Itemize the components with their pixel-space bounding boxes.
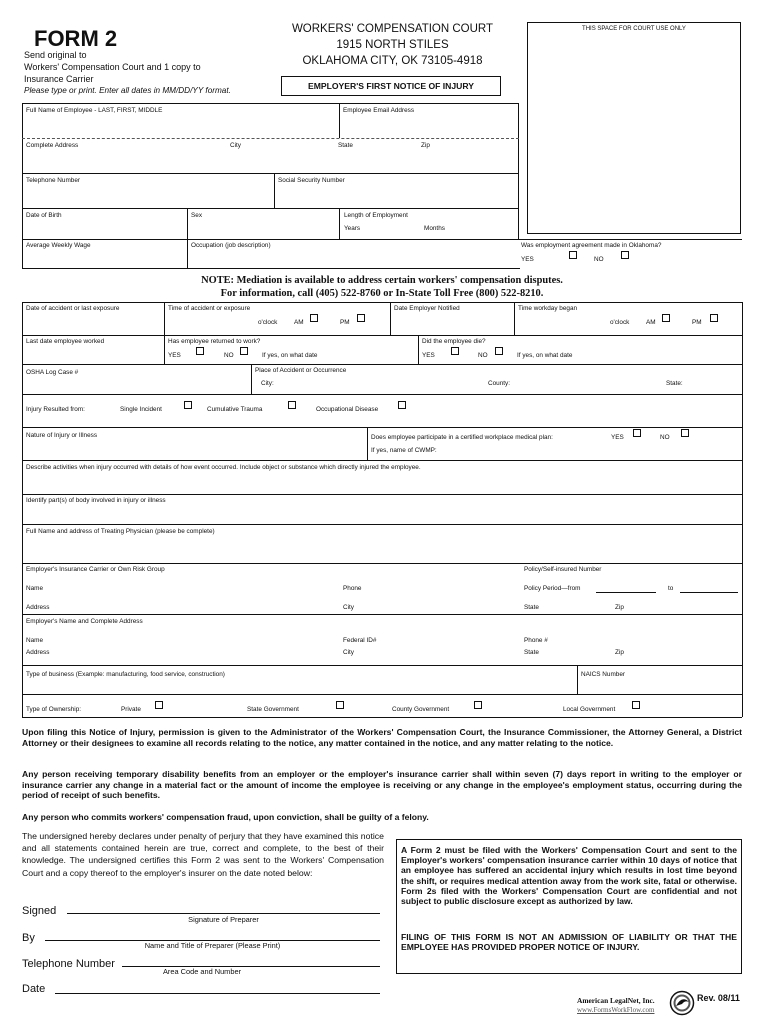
- policy-to-line[interactable]: [680, 592, 738, 593]
- employer-name-address-label: Employer's Name and Complete Address: [26, 618, 143, 625]
- address-label: Complete Address: [26, 142, 79, 149]
- employer-address-label: Address: [26, 649, 50, 656]
- cwmp-yes-label: YES: [611, 434, 624, 441]
- employee-name-field[interactable]: [23, 116, 338, 137]
- ssn-label: Social Security Number: [278, 177, 345, 184]
- occupation-label: Occupation (job description): [191, 242, 271, 249]
- years-label: Years: [344, 225, 361, 232]
- address-field[interactable]: [23, 150, 517, 172]
- describe-label: Describe activities when injury occurred with details of how event occurred. Include object or substance which directly injured the employee.: [26, 464, 421, 471]
- accident-pm-checkbox[interactable]: [357, 314, 365, 322]
- federal-id-label: Federal ID#: [343, 637, 377, 644]
- cwmp-question: Does employee participate in a certified workplace medical plan:: [371, 434, 553, 441]
- telephone-label: Telephone Number: [26, 177, 80, 184]
- returned-no-label: NO: [224, 352, 234, 359]
- not-admission: FILING OF THIS FORM IS NOT AN ADMISSION OF LIABILITY OR THAT THE EMPLOYEE HAS PROVIDED PROPER NOTICE OF INJURY.: [401, 932, 737, 953]
- instructions: Please type or print. Enter all dates in MM/DD/YY format.: [24, 86, 231, 95]
- ownership-label: Type of Ownership:: [26, 706, 82, 713]
- nature-label: Nature of Injury or Illness: [26, 432, 98, 439]
- body-parts-field[interactable]: [23, 505, 741, 523]
- form-title: FORM 2: [34, 26, 118, 51]
- rule: [22, 427, 742, 428]
- single-incident-checkbox[interactable]: [184, 401, 192, 409]
- avg-wage-label: Average Weekly Wage: [26, 242, 91, 249]
- rule: [339, 208, 340, 239]
- signed-label: Signed: [22, 905, 57, 917]
- employee-email-label: Employee Email Address: [343, 107, 415, 114]
- time-accident-label: Time of accident or exposure: [168, 305, 251, 312]
- rule: [22, 717, 742, 718]
- employer-state-label: State: [524, 649, 539, 656]
- employer-name-label: Name: [26, 637, 44, 644]
- returned-date-label: If yes, on what date: [262, 352, 318, 359]
- single-incident-label: Single Incident: [120, 406, 162, 413]
- describe-field[interactable]: [23, 472, 741, 493]
- cumulative-label: Cumulative Trauma: [207, 406, 263, 413]
- court-city: OKLAHOMA CITY, OK 73105-4918: [302, 55, 483, 67]
- legal-disability-report: Any person receiving temporary disability benefits from an employer or the employer's insurance carrier shall within seven (7) days report in writing to the employer or insurance carrier any change in a material fact or the amount of income the employee is receiving or any change in the employee's employment status, occurring during the period of receipt of such benefits.: [22, 769, 742, 800]
- am-label: AM: [294, 319, 304, 326]
- avg-wage-field[interactable]: [23, 250, 186, 267]
- rule: [22, 173, 519, 174]
- physician-label: Full Name and address of Treating Physician (please be complete): [26, 528, 215, 535]
- state-gov-label: State Government: [247, 706, 299, 713]
- die-no-label: NO: [478, 352, 488, 359]
- rule: [518, 103, 519, 239]
- ins-state-label: State: [524, 604, 539, 611]
- rule: [22, 335, 742, 336]
- place-state-label: State:: [666, 380, 683, 387]
- cwmp-yes-checkbox[interactable]: [633, 429, 641, 437]
- rule: [22, 239, 742, 240]
- workday-pm-checkbox[interactable]: [710, 314, 718, 322]
- dob-field[interactable]: [23, 220, 186, 238]
- agreement-yes-checkbox[interactable]: [569, 251, 577, 259]
- rule: [22, 268, 520, 269]
- place-city-label: City:: [261, 380, 274, 387]
- court-use-box[interactable]: [527, 22, 741, 234]
- county-gov-checkbox[interactable]: [474, 701, 482, 709]
- private-label: Private: [121, 706, 141, 713]
- policy-from-line[interactable]: [596, 592, 656, 593]
- time-workday-label: Time workday began: [518, 305, 578, 312]
- rule: [22, 138, 519, 139]
- ins-name-label: Name: [26, 585, 44, 592]
- body-parts-label: Identify part(s) of body involved in injury or illness: [26, 497, 166, 504]
- rule: [514, 302, 515, 335]
- rule: [742, 302, 743, 717]
- website[interactable]: www.FormsWorkFlow.com: [577, 1006, 655, 1014]
- injury-from-label: Injury Resulted from:: [26, 406, 85, 413]
- workday-am-checkbox[interactable]: [662, 314, 670, 322]
- publisher: American LegalNet, Inc.: [577, 996, 655, 1005]
- rule: [22, 460, 742, 461]
- rule: [22, 614, 742, 615]
- agreement-question: Was employment agreement made in Oklahoma?: [521, 242, 662, 249]
- local-gov-checkbox[interactable]: [632, 701, 640, 709]
- notice-title: EMPLOYER'S FIRST NOTICE OF INJURY: [308, 81, 474, 91]
- returned-yes-label: YES: [168, 352, 181, 359]
- court-street: 1915 NORTH STILES: [336, 39, 449, 51]
- rule: [164, 302, 165, 364]
- naics-label: NAICS Number: [581, 671, 626, 678]
- declaration: The undersigned hereby declares under penalty of perjury that they have examined this notice and all statements contained herein are true, correct and complete, to the best of their knowledge. The undersigned certifies this Form 2 was sent to the Workers' Compensation Court and a copy thereof to the employer's insurer on the date noted below:: [22, 831, 384, 878]
- signed-line[interactable]: [67, 913, 380, 914]
- osha-label: OSHA Log Case #: [26, 369, 79, 376]
- send-line-1: Send original to: [24, 50, 87, 60]
- rule: [251, 364, 252, 394]
- ins-city-label: City: [343, 604, 355, 611]
- publisher-logo-icon: [669, 990, 695, 1016]
- die-yes-label: YES: [422, 352, 435, 359]
- physician-field[interactable]: [23, 536, 741, 562]
- dob-label: Date of Birth: [26, 212, 62, 219]
- ins-address-label: Address: [26, 604, 50, 611]
- legal-permission: Upon filing this Notice of Injury, permission is given to the Administrator of the Workers' Compensation Court, the Insurance Commissioner, the Attorney General, a District Attorney or their designees to examine all records relating to the notice, any matter contained in the notice, and any matter relating to the notice.: [22, 727, 742, 748]
- occupation-field[interactable]: [188, 250, 517, 267]
- policy-to-label: to: [668, 585, 674, 592]
- occupational-checkbox[interactable]: [398, 401, 406, 409]
- rule: [22, 524, 742, 525]
- agreement-no-label: NO: [594, 256, 604, 263]
- rule: [22, 103, 519, 104]
- returned-yes-checkbox[interactable]: [196, 347, 204, 355]
- workday-am-label: AM: [646, 319, 656, 326]
- county-gov-label: County Government: [392, 706, 450, 713]
- date-line[interactable]: [55, 993, 380, 994]
- occupational-label: Occupational Disease: [316, 406, 379, 413]
- accident-am-checkbox[interactable]: [310, 314, 318, 322]
- last-date-label: Last date employee worked: [26, 338, 105, 345]
- date-accident-label: Date of accident or last exposure: [26, 305, 120, 312]
- employer-city-label: City: [343, 649, 355, 656]
- sex-label: Sex: [191, 212, 203, 219]
- city-label: City: [230, 142, 242, 149]
- rule: [22, 694, 742, 695]
- die-no-checkbox[interactable]: [495, 347, 503, 355]
- send-line-2: Workers' Compensation Court and 1 copy to: [24, 62, 201, 72]
- die-yes-checkbox[interactable]: [451, 347, 459, 355]
- rule: [577, 665, 578, 694]
- by-label: By: [22, 932, 35, 944]
- workday-pm-label: PM: [692, 319, 702, 326]
- local-gov-label: Local Government: [563, 706, 616, 713]
- oclock-label: o'clock: [258, 319, 278, 326]
- legal-fraud: Any person who commits workers' compensation fraud, upon conviction, shall be guilty of a felony.: [22, 812, 429, 822]
- state-label: State: [338, 142, 353, 149]
- policy-number-label: Policy/Self-insured Number: [524, 566, 602, 573]
- telephone-field[interactable]: [23, 185, 273, 207]
- workday-oclock-label: o'clock: [610, 319, 630, 326]
- rule: [367, 427, 368, 460]
- court-use-label: THIS SPACE FOR COURT USE ONLY: [582, 26, 686, 32]
- length-employment-label: Length of Employment: [344, 212, 408, 219]
- telephone-signature-label: Telephone Number: [22, 958, 115, 970]
- by-caption: Name and Title of Preparer (Please Print): [144, 941, 281, 950]
- ssn-field[interactable]: [275, 185, 517, 207]
- private-checkbox[interactable]: [155, 701, 163, 709]
- date-label: Date: [22, 983, 46, 995]
- place-label: Place of Accident or Occurrence: [255, 367, 347, 374]
- telephone-caption: Area Code and Number: [162, 967, 242, 976]
- zip-label: Zip: [421, 142, 430, 149]
- date-notified-label: Date Employer Notified: [394, 305, 460, 312]
- revision: Rev. 08/11: [697, 993, 740, 1003]
- rule: [22, 364, 742, 365]
- rule: [22, 394, 742, 395]
- months-label: Months: [424, 225, 445, 232]
- returned-question: Has employee returned to work?: [168, 338, 261, 345]
- carrier-label: Employer's Insurance Carrier or Own Risk Group: [26, 566, 165, 573]
- die-date-label: If yes, on what date: [517, 352, 573, 359]
- rule: [390, 302, 391, 335]
- employee-email-field[interactable]: [340, 116, 517, 137]
- rule: [22, 563, 742, 564]
- returned-no-checkbox[interactable]: [240, 347, 248, 355]
- agreement-no-checkbox[interactable]: [621, 251, 629, 259]
- employer-phone-label: Phone #: [524, 637, 548, 644]
- agreement-yes-label: YES: [521, 256, 534, 263]
- signed-caption: Signature of Preparer: [188, 915, 259, 924]
- employee-name-label: Full Name of Employee - LAST, FIRST, MIDDLE: [26, 107, 163, 114]
- die-question: Did the employee die?: [422, 338, 486, 345]
- pm-label: PM: [340, 319, 350, 326]
- policy-period-label: Policy Period—from: [524, 585, 581, 592]
- cwmp-no-checkbox[interactable]: [681, 429, 689, 437]
- ins-phone-label: Phone: [343, 585, 362, 592]
- sex-field[interactable]: [188, 220, 338, 238]
- cwmp-name-label: If yes, name of CWMP:: [371, 447, 437, 454]
- telephone-line[interactable]: [122, 966, 380, 967]
- business-type-label: Type of business (Example: manufacturing, food service, construction): [26, 671, 225, 678]
- rule: [22, 208, 519, 209]
- court-name: WORKERS' COMPENSATION COURT: [291, 23, 494, 35]
- cwmp-no-label: NO: [660, 434, 670, 441]
- ins-zip-label: Zip: [615, 604, 624, 611]
- place-county-label: County:: [488, 380, 511, 387]
- filing-requirement: A Form 2 must be filed with the Workers' Compensation Court and sent to the Employer's workers' compensation insurance carrier within 10 days of notice that an employee has suffered an accidental injury which results in lost time beyond the shift, or requires medical attention away from the work site, fatal or otherwise. Form 2s filed with the Workers' Compensation Court are confidential and not subject to public disclosure except as authorized by law.: [401, 845, 737, 907]
- employer-zip-label: Zip: [615, 649, 624, 656]
- state-gov-checkbox[interactable]: [336, 701, 344, 709]
- rule: [418, 335, 419, 364]
- note-line-2: For information, call (405) 522-8760 or In-State Toll Free (800) 522-8210.: [220, 288, 544, 299]
- note-line-1: NOTE: Mediation is available to address certain workers' compensation disputes.: [201, 275, 563, 286]
- send-line-3: Insurance Carrier: [24, 74, 94, 84]
- rule: [22, 665, 742, 666]
- rule: [22, 302, 742, 303]
- cumulative-checkbox[interactable]: [288, 401, 296, 409]
- rule: [22, 494, 742, 495]
